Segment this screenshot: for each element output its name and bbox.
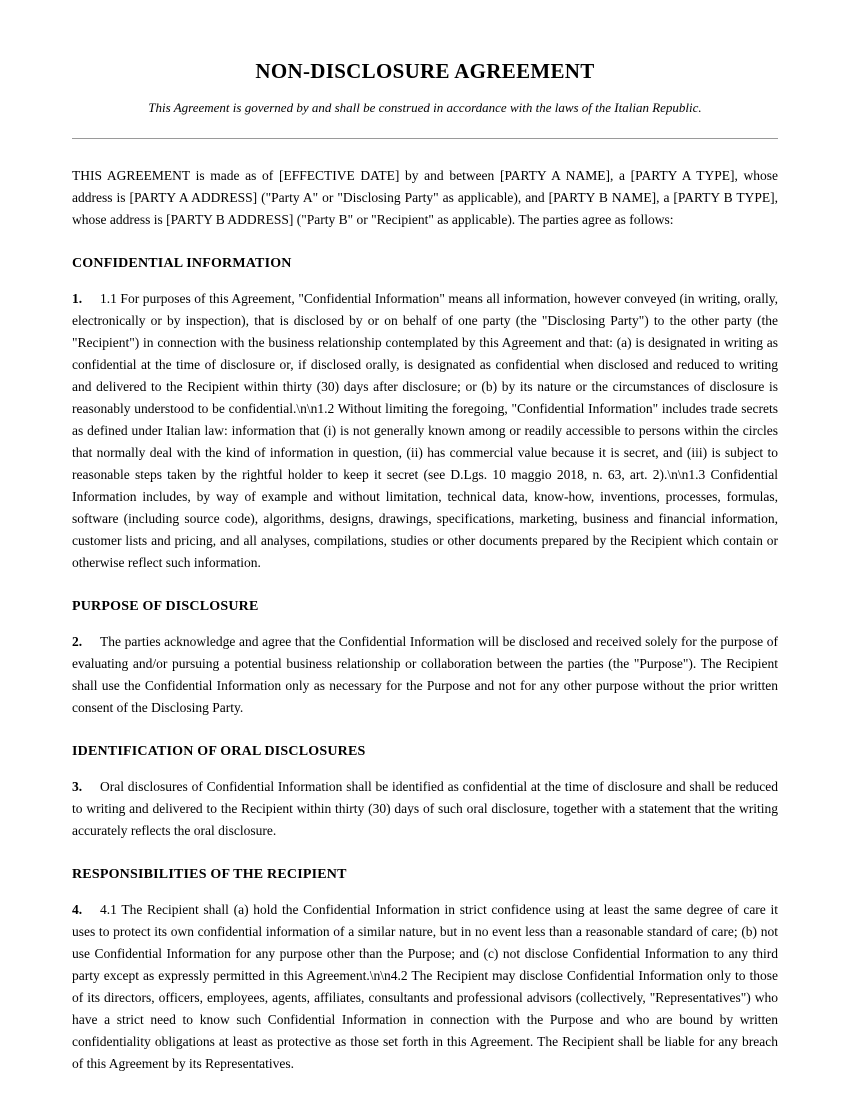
clause-text-2: The parties acknowledge and agree that the Confidential Information will be disclosed and received solely for the purpose of evaluating and/or pursuing a potential business relationship or collaboration between the parties (the "Purpose"). The Recipient shall use the Confidential Information only as necessary for the Purpose and not for any other purpose without the prior written consent of the Disclosing Party.: [72, 634, 778, 715]
clause-number-1: 1.: [72, 291, 83, 306]
clause-text-4: 4.1 The Recipient shall (a) hold the Confidential Information in strict confidence using at least the same degree of care it uses to protect its own confidential information of a similar nature, but in no event less than a reasonable standard of care; (b) not use Confidential Information for any purpose other than the Purpose; and (c) not disclose Confidential Information to any third party except as expressly permitted in this Agreement.\n\n4.2 The Recipient may disclose Confidential Information only to those of its directors, officers, employees, agents, affiliates, consultants and professional advisors (collectively, "Representatives") who have a strict need to know such Confidential Information in connection with the Purpose and who are bound by written confidentiality obligations at least as protective as those set forth in this Agreement. The Recipient shall be liable for any breach of this Agreement by its Representatives.: [72, 902, 778, 1071]
clause-text-3: Oral disclosures of Confidential Information shall be identified as confidential at the time of disclosure and shall be reduced to writing and delivered to the Recipient within thirty (30) days of such oral disclosure, together with a statement that the writing accurately reflects the oral disclosure.: [72, 779, 778, 838]
clause-number-4: 4.: [72, 902, 83, 917]
clause-paragraph-4: [72, 899, 778, 1075]
clause-number-2: 2.: [72, 634, 83, 649]
clause-paragraph-3: [72, 776, 778, 842]
section-heading-purpose-of-disclosure: PURPOSE OF DISCLOSURE: [72, 599, 259, 614]
governing-law-subtitle: This Agreement is governed by and shall be construed in accordance with the laws of the Italian Republic.: [148, 100, 702, 115]
clause-paragraph-1: [72, 288, 778, 574]
section-heading-confidential-information: CONFIDENTIAL INFORMATION: [72, 256, 292, 271]
intro-paragraph: THIS AGREEMENT is made as of [EFFECTIVE DATE] by and between [PARTY A NAME], a [PARTY A TYPE], whose address is [PARTY A ADDRESS] ("Party A" or "Disclosing Party" as applicable), and [PARTY B NAME], a [PARTY B TYPE], whose address is [PARTY B ADDRESS] ("Party B" or "Recipient" as applicable). The parties agree as follows:: [72, 168, 778, 227]
document-title: NON-DISCLOSURE AGREEMENT: [255, 59, 595, 83]
title-divider: [72, 138, 778, 139]
clause-text-1: 1.1 For purposes of this Agreement, "Confidential Information" means all information, however conveyed (in writing, orally, electronically or by inspection), that is disclosed by or on behalf of one party (the "Disclosing Party") to the other party (the "Recipient") in connection with the business relationship contemplated by this Agreement and that: (a) is designated in writing as confidential at the time of disclosure or, if disclosed orally, is designated as confidential when disclosed and reduced to writing and delivered to the Recipient within thirty (30) days after disclosure; or (b) by its nature or the circumstances of disclosure is reasonably understood to be confidential.\n\n1.2 Without limiting the foregoing, "Confidential Information" includes trade secrets as defined under Italian law: information that (i) is not generally known among or readily accessible to persons within the circles that normally deal with the kind of information in question, (ii) has commercial value because it is secret, and (iii) is subject to reasonable steps taken by the rightful holder to keep it secret (see D.Lgs. 10 maggio 2018, n. 63, art. 2).\n\n1.3 Confidential Information includes, by way of example and without limitation, technical data, know-how, inventions, processes, formulas, software (including source code), algorithms, designs, drawings, specifications, marketing, business and financial information, customer lists and pricing, and all analyses, compilations, studies or other documents prepared by the Recipient which contain or otherwise reflect such information.: [72, 291, 778, 570]
clause-number-3: 3.: [72, 779, 83, 794]
section-heading-identification-of-oral-disclosures: IDENTIFICATION OF ORAL DISCLOSURES: [72, 744, 366, 759]
section-heading-responsibilities-of-the-recipient: RESPONSIBILITIES OF THE RECIPIENT: [72, 867, 347, 882]
clause-paragraph-2: [72, 631, 778, 719]
